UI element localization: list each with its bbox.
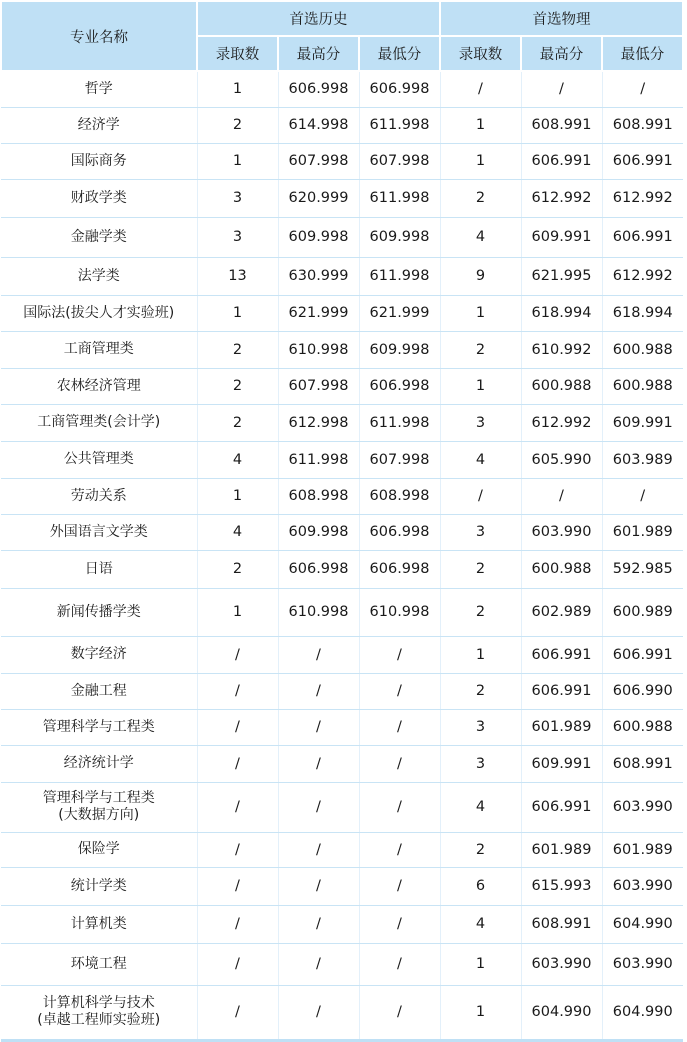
table-row [1,636,683,673]
history-min-cell: 607.998 [359,441,440,478]
history-max-cell: / [278,867,359,905]
physics-max-cell: 606.991 [521,782,602,832]
physics-min-cell: 601.989 [602,832,683,867]
major-name-line: 管理科学与工程类 [42,718,155,735]
physics-admitted-cell: 1 [440,107,521,143]
major-name-cell [1,673,197,709]
major-name-line: 外国语言文学类 [49,523,148,540]
history-max-cell: 610.998 [278,331,359,368]
table-row [1,478,683,514]
header-group-physics: 首选物理 [440,1,683,36]
major-name-line: 经济学 [77,116,120,133]
physics-admitted-cell: 2 [440,179,521,217]
physics-min-cell: 612.992 [602,179,683,217]
physics-admitted-cell: 2 [440,331,521,368]
table-row [1,441,683,478]
header-physics-admitted: 录取数 [440,36,521,71]
history-min-cell: 611.998 [359,107,440,143]
physics-max-cell: / [521,478,602,514]
major-name-line: (卓越工程师实验班) [37,1012,161,1028]
physics-admitted-cell: 4 [440,217,521,257]
table-row [1,832,683,867]
physics-max-cell: 615.993 [521,867,602,905]
physics-admitted-cell: 3 [440,709,521,745]
physics-max-cell: 609.991 [521,745,602,782]
table-row [1,782,683,832]
history-admitted-cell: / [197,867,278,905]
history-max-cell: / [278,905,359,943]
history-max-cell: 620.999 [278,179,359,217]
history-admitted-cell: 4 [197,441,278,478]
history-max-cell: 609.998 [278,217,359,257]
history-min-cell: 609.998 [359,217,440,257]
major-name-cell [1,368,197,404]
header-major-name: 专业名称 [1,1,197,71]
physics-min-cell: 608.991 [602,745,683,782]
major-name-line: 环境工程 [70,955,127,972]
history-max-cell: 606.998 [278,71,359,107]
physics-admitted-cell: 2 [440,673,521,709]
history-min-cell: 607.998 [359,143,440,179]
major-name-line: 保险学 [77,841,120,857]
major-name-line: 管理科学与工程类 [42,790,155,806]
history-min-cell: 606.998 [359,368,440,404]
history-max-cell: 609.998 [278,514,359,550]
table-row [1,673,683,709]
table-row [1,368,683,404]
major-name-cell [1,782,197,832]
history-min-cell: 611.998 [359,404,440,441]
physics-min-cell: 601.989 [602,514,683,550]
major-name-cell [1,943,197,985]
physics-admitted-cell: 1 [440,368,521,404]
physics-min-cell: 600.988 [602,331,683,368]
physics-max-cell: / [521,71,602,107]
major-name-cell [1,588,197,636]
history-max-cell: 621.999 [278,295,359,331]
history-admitted-cell: 4 [197,514,278,550]
major-name-cell [1,745,197,782]
major-name-line: 计算机类 [70,915,127,932]
physics-admitted-cell: 9 [440,257,521,295]
major-name-line: 金融学类 [70,228,127,245]
physics-min-cell: 606.991 [602,636,683,673]
history-max-cell: / [278,943,359,985]
history-max-cell: 614.998 [278,107,359,143]
physics-max-cell: 608.991 [521,905,602,943]
table-row [1,257,683,295]
physics-admitted-cell: / [440,478,521,514]
history-admitted-cell: 1 [197,588,278,636]
history-admitted-cell: / [197,985,278,1040]
physics-min-cell: 618.994 [602,295,683,331]
physics-max-cell: 606.991 [521,143,602,179]
history-max-cell: 612.998 [278,404,359,441]
major-name-line: 哲学 [84,80,113,97]
physics-max-cell: 610.992 [521,331,602,368]
physics-admitted-cell: 1 [440,295,521,331]
major-name-line: 公共管理类 [63,451,134,467]
history-min-cell: 606.998 [359,514,440,550]
physics-admitted-cell: 3 [440,745,521,782]
table-row [1,514,683,550]
history-max-cell: 630.999 [278,257,359,295]
physics-max-cell: 606.991 [521,673,602,709]
history-min-cell: / [359,943,440,985]
history-admitted-cell: 2 [197,368,278,404]
table-row [1,588,683,636]
table-row [1,985,683,1040]
history-min-cell: / [359,745,440,782]
physics-admitted-cell: 4 [440,441,521,478]
physics-admitted-cell: 1 [440,143,521,179]
physics-min-cell: 606.991 [602,143,683,179]
table-row [1,867,683,905]
physics-min-cell: 603.990 [602,943,683,985]
history-max-cell: 608.998 [278,478,359,514]
history-max-cell: 607.998 [278,143,359,179]
major-name-line: 新闻传播学类 [56,603,141,620]
major-name-cell [1,404,197,441]
history-admitted-cell: 2 [197,107,278,143]
physics-min-cell: 608.991 [602,107,683,143]
history-min-cell: 611.998 [359,257,440,295]
history-admitted-cell: / [197,832,278,867]
physics-admitted-cell: 3 [440,514,521,550]
history-admitted-cell: / [197,943,278,985]
history-admitted-cell: 13 [197,257,278,295]
history-min-cell: / [359,905,440,943]
physics-admitted-cell: 4 [440,905,521,943]
history-min-cell: / [359,832,440,867]
physics-min-cell: 600.988 [602,368,683,404]
major-name-cell [1,709,197,745]
major-name-cell [1,985,197,1040]
physics-min-cell: 604.990 [602,905,683,943]
physics-min-cell: 592.985 [602,550,683,588]
physics-max-cell: 603.990 [521,943,602,985]
major-name-line: 国际商务 [70,152,127,169]
table-row [1,745,683,782]
table-row [1,905,683,943]
header-history-max: 最高分 [278,36,359,71]
physics-max-cell: 609.991 [521,217,602,257]
physics-min-cell: 609.991 [602,404,683,441]
history-max-cell: / [278,636,359,673]
physics-min-cell: 600.989 [602,588,683,636]
major-name-cell [1,143,197,179]
history-min-cell: 609.998 [359,331,440,368]
history-min-cell: 611.998 [359,179,440,217]
major-name-cell [1,71,197,107]
history-admitted-cell: 2 [197,331,278,368]
table-row [1,943,683,985]
history-min-cell: / [359,985,440,1040]
physics-min-cell: / [602,71,683,107]
history-max-cell: 607.998 [278,368,359,404]
history-admitted-cell: 1 [197,478,278,514]
history-min-cell: 608.998 [359,478,440,514]
table-row [1,107,683,143]
history-admitted-cell: / [197,782,278,832]
physics-min-cell: 603.990 [602,867,683,905]
major-name-cell [1,441,197,478]
table-header [1,1,683,71]
history-max-cell: 610.998 [278,588,359,636]
physics-max-cell: 605.990 [521,441,602,478]
physics-min-cell: 600.988 [602,709,683,745]
physics-max-cell: 612.992 [521,179,602,217]
history-min-cell: / [359,673,440,709]
physics-admitted-cell: 1 [440,943,521,985]
major-name-line: 农林经济管理 [56,377,141,394]
physics-min-cell: 603.989 [602,441,683,478]
history-admitted-cell: / [197,673,278,709]
physics-max-cell: 606.991 [521,636,602,673]
major-name-line: 工商管理类 [63,341,134,357]
history-max-cell: / [278,709,359,745]
history-min-cell: / [359,782,440,832]
physics-max-cell: 612.992 [521,404,602,441]
physics-max-cell: 604.990 [521,985,602,1040]
table-row [1,179,683,217]
major-name-cell [1,295,197,331]
physics-min-cell: 604.990 [602,985,683,1040]
major-name-line: (大数据方向) [58,807,140,823]
history-min-cell: 610.998 [359,588,440,636]
physics-min-cell: / [602,478,683,514]
history-min-cell: / [359,709,440,745]
major-name-cell [1,550,197,588]
header-history-admitted: 录取数 [197,36,278,71]
history-max-cell: / [278,782,359,832]
history-max-cell: / [278,745,359,782]
major-name-cell [1,217,197,257]
major-name-cell [1,107,197,143]
major-name-line: 金融工程 [70,682,127,699]
major-name-line: 经济统计学 [63,755,134,771]
physics-admitted-cell: 1 [440,985,521,1040]
table-row [1,143,683,179]
table-row [1,71,683,107]
physics-admitted-cell: 2 [440,550,521,588]
physics-max-cell: 618.994 [521,295,602,331]
history-admitted-cell: 1 [197,143,278,179]
history-admitted-cell: 1 [197,295,278,331]
physics-max-cell: 600.988 [521,550,602,588]
table-row [1,295,683,331]
history-max-cell: 611.998 [278,441,359,478]
major-name-line: 法学类 [77,267,120,284]
history-max-cell: / [278,985,359,1040]
header-group-history: 首选历史 [197,1,440,36]
history-admitted-cell: / [197,709,278,745]
major-name-line: 国际法(拔尖人才实验班) [23,304,175,321]
history-admitted-cell: / [197,745,278,782]
major-name-cell [1,905,197,943]
physics-min-cell: 606.991 [602,217,683,257]
physics-max-cell: 608.991 [521,107,602,143]
physics-min-cell: 606.990 [602,673,683,709]
major-name-line: 日语 [84,560,113,577]
history-admitted-cell: / [197,636,278,673]
physics-admitted-cell: 2 [440,588,521,636]
history-admitted-cell: 2 [197,550,278,588]
table-row [1,404,683,441]
history-min-cell: / [359,867,440,905]
table-row [1,217,683,257]
major-name-line: 工商管理类(会计学) [37,414,161,430]
header-history-min: 最低分 [359,36,440,71]
physics-max-cell: 600.988 [521,368,602,404]
history-admitted-cell: / [197,905,278,943]
major-name-cell [1,832,197,867]
physics-admitted-cell: / [440,71,521,107]
physics-admitted-cell: 3 [440,404,521,441]
major-name-cell [1,478,197,514]
table-body [1,71,683,1040]
history-min-cell: / [359,636,440,673]
history-admitted-cell: 3 [197,179,278,217]
history-admitted-cell: 1 [197,71,278,107]
major-name-cell [1,636,197,673]
major-name-cell [1,331,197,368]
physics-max-cell: 621.995 [521,257,602,295]
history-admitted-cell: 2 [197,404,278,441]
major-name-line: 劳动关系 [70,487,127,504]
major-name-line: 计算机科学与技术 [42,995,155,1011]
physics-max-cell: 602.989 [521,588,602,636]
physics-min-cell: 603.990 [602,782,683,832]
physics-admitted-cell: 6 [440,867,521,905]
major-name-line: 财政学类 [70,189,127,206]
header-physics-max: 最高分 [521,36,602,71]
history-max-cell: 606.998 [278,550,359,588]
physics-admitted-cell: 2 [440,832,521,867]
history-max-cell: / [278,832,359,867]
history-max-cell: / [278,673,359,709]
table-row [1,709,683,745]
history-admitted-cell: 3 [197,217,278,257]
physics-min-cell: 612.992 [602,257,683,295]
physics-max-cell: 601.989 [521,832,602,867]
major-name-cell [1,257,197,295]
history-min-cell: 621.999 [359,295,440,331]
table-row [1,550,683,588]
physics-admitted-cell: 4 [440,782,521,832]
history-min-cell: 606.998 [359,71,440,107]
history-min-cell: 606.998 [359,550,440,588]
physics-max-cell: 601.989 [521,709,602,745]
major-name-line: 数字经济 [70,646,127,662]
major-name-cell [1,867,197,905]
major-name-cell [1,514,197,550]
major-name-cell [1,179,197,217]
physics-max-cell: 603.990 [521,514,602,550]
table-row [1,331,683,368]
physics-admitted-cell: 1 [440,636,521,673]
major-name-line: 统计学类 [70,877,127,894]
header-physics-min: 最低分 [602,36,683,71]
